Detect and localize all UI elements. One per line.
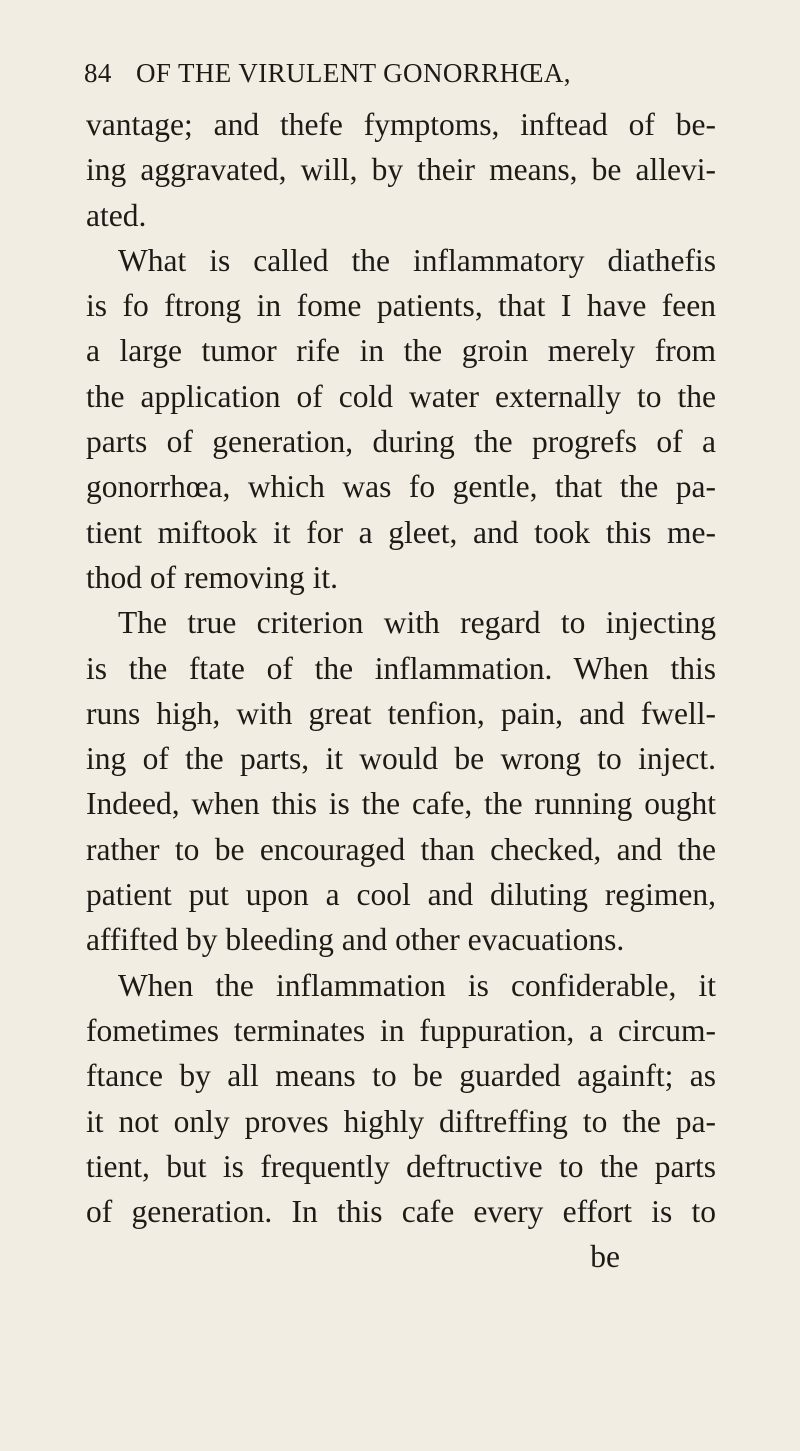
- text-line: What is called the inflammatory diathefis: [118, 242, 716, 278]
- text-line: fometimes terminates in fuppuration, a circum-: [86, 1012, 716, 1048]
- text-line: parts of generation, during the progrefs of a: [86, 424, 716, 460]
- text-line: thod of removing it.: [86, 559, 338, 595]
- text-line: When the inflammation is confiderable, it: [118, 967, 716, 1003]
- text-line: affifted by bleeding and other evacuations.: [86, 922, 625, 958]
- text-line: ated.: [86, 197, 147, 233]
- text-line: ing aggravated, will, by their means, be allevi-: [86, 152, 716, 188]
- text-line: tient, but is frequently deftructive to the parts: [86, 1148, 716, 1184]
- text-line: it not only proves highly diftreffing to the pa-: [86, 1103, 716, 1139]
- text-line: rather to be encouraged than checked, and the: [86, 831, 716, 867]
- page-header: [84, 58, 724, 98]
- text-line: patient put upon a cool and diluting regimen,: [86, 877, 716, 913]
- text-line: ftance by all means to be guarded againft; as: [86, 1058, 716, 1094]
- text-line: ing of the parts, it would be wrong to inject.: [86, 741, 716, 777]
- text-line: runs high, with great tenfion, pain, and fwell-: [86, 695, 716, 731]
- text-line: tient miftook it for a gleet, and took this me-: [86, 514, 716, 550]
- text-line: a large tumor rife in the groin merely from: [86, 333, 716, 369]
- text-line: of generation. In this cafe every effort is to: [86, 1194, 716, 1230]
- text-line: vantage; and thefe fymptoms, inftead of be-: [86, 107, 716, 142]
- text-line: Indeed, when this is the cafe, the running ought: [86, 786, 716, 822]
- text-line: the application of cold water externally to the: [86, 378, 716, 414]
- text-line: is the ftate of the inflammation. When this: [86, 650, 716, 686]
- running-head: OF THE VIRULENT GONORRHŒA,: [136, 58, 571, 88]
- text-line: The true criterion with regard to injecting: [118, 605, 716, 641]
- body-text: [86, 102, 716, 1280]
- text-line: is fo ftrong in fome patients, that I have feen: [86, 288, 716, 324]
- catchword: be: [590, 1239, 620, 1275]
- text-line: gonorrhœa, which was fo gentle, that the pa-: [86, 469, 716, 505]
- page-number: 84: [84, 58, 112, 88]
